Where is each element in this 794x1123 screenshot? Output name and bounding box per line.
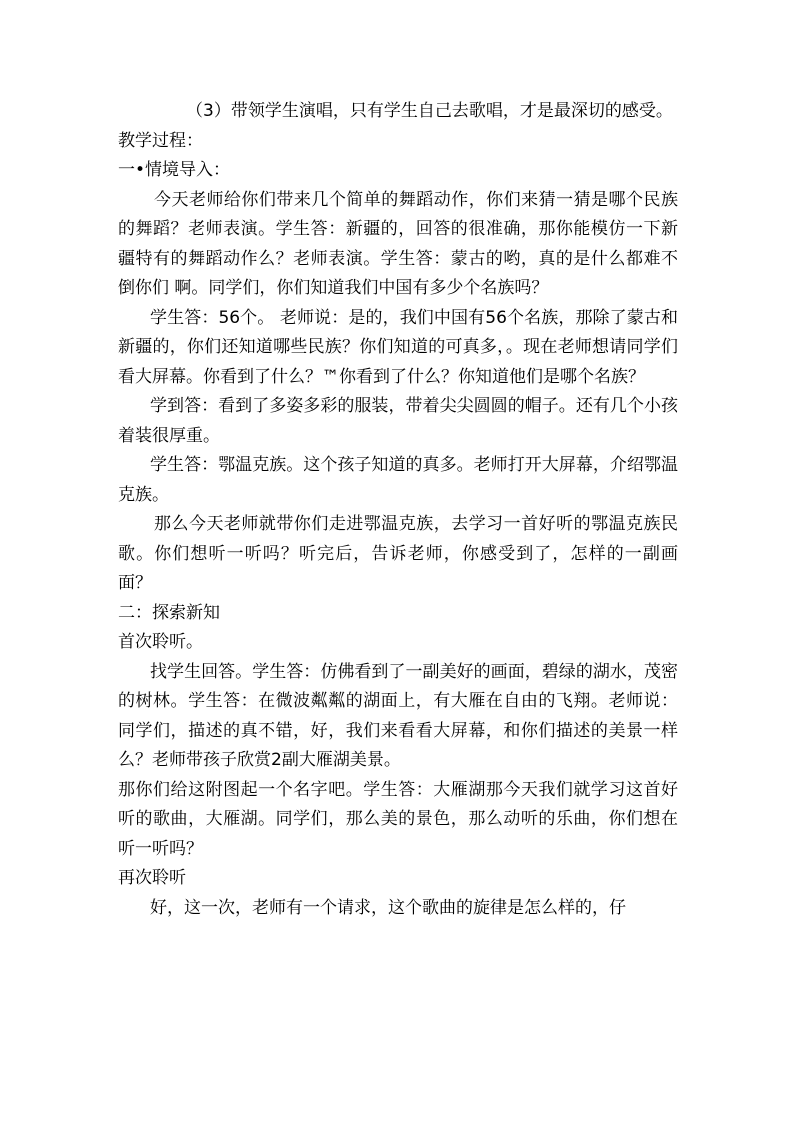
paragraph-ewenki-folk-song: 那么今天老师就带你们走进鄂温克族，去学习一首好听的鄂温克族民歌。你们想听一听吗？听完后，告诉老师，你感受到了，怎样的一副画面？ [118, 514, 678, 593]
heading-explore-new: 二：探索新知 [118, 602, 220, 623]
paragraph-objective-3: （3）带领学生演唱，只有学生自己去歌唱，才是最深切的感受。 [186, 101, 673, 121]
paragraph-name-picture: 那你们给这附图起一个名字吧。学生答：大雁湖那今天我们就学习这首好听的歌曲，大雁湖。同学们，那么美的景色，那么动听的乐曲，你们想在听一听吗？ [118, 779, 678, 859]
paragraph-teacher-request: 好，这一次，老师有一个请求，这个歌曲的旋律是怎么样的，仔 [150, 897, 626, 918]
heading-teaching-process: 教学过程： [118, 130, 203, 151]
heading-situation-intro: 一•情境导入： [118, 160, 231, 180]
paragraph-56-ethnic-groups: 学生答：56个。 老师说：是的，我们中国有56个名族，那除了蒙古和新疆的，你们还知道哪些民族？你们知道的可真多，。现在老师想请同学们看大屏幕。你看到了什么？™你看到了什么？你知道他们是哪个名族？ [118, 307, 678, 387]
heading-second-listening: 再次聆听 [118, 868, 186, 888]
paragraph-ewenki-answer: 学生答：鄂温克族。这个孩子知道的真多。老师打开大屏幕，介绍鄂温克族。 [118, 455, 678, 505]
paragraph-student-answers: 找学生回答。学生答：仿佛看到了一副美好的画面，碧绿的湖水，茂密的树林。学生答：在微波粼粼的湖面上，有大雁在自由的飞翔。老师说：同学们，描述的真不错，好，我们来看看大屏幕，和你们描述的美景一样么？老师带孩子欣赏2副大雁湖美景。 [118, 661, 678, 770]
heading-first-listening: 首次聆听。 [118, 632, 203, 652]
paragraph-student-observation: 学到答：看到了多姿多彩的服装，带着尖尖圆圆的帽子。还有几个小孩着装很厚重。 [118, 396, 678, 446]
paragraph-intro-dance: 今天老师给你们带来几个简单的舞蹈动作，你们来猜一猜是哪个民族的舞蹈？老师表演。学生答：新疆的，回答的很准确，那你能模仿一下新疆特有的舞蹈动作么？老师表演。学生答：蒙古的哟，真的是什么都难不倒你们 啊。同学们，你们知道我们中国有多少个名族吗？ [118, 189, 678, 298]
document-body [118, 97, 678, 923]
